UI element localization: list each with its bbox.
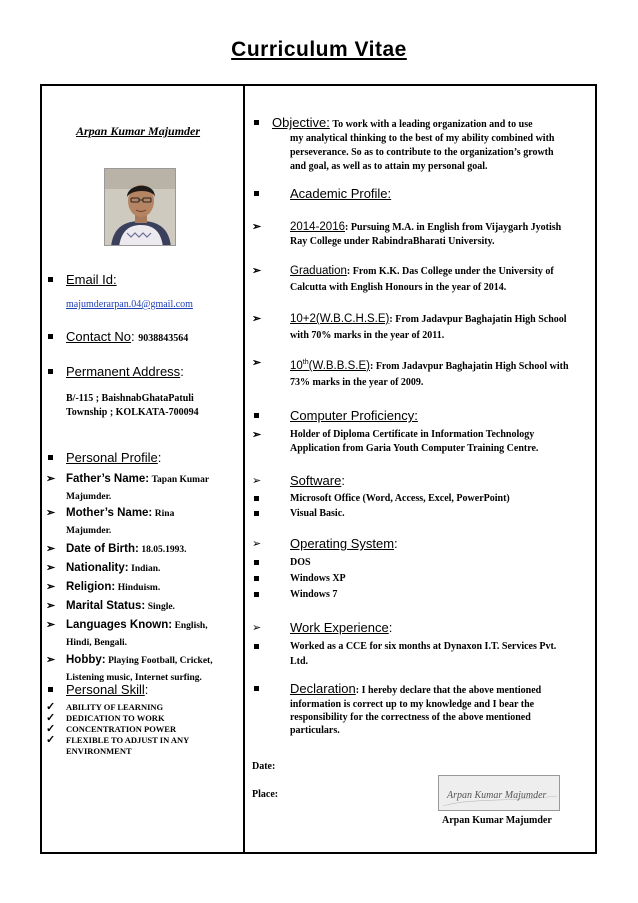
declaration-line-2: information is correct up to my knowledge and I bear the	[290, 699, 535, 710]
address-block	[46, 364, 238, 420]
objective-line-2: my analytical thinking to the best of my ability combined with	[290, 133, 555, 144]
os-block	[252, 536, 592, 602]
page-title: Curriculum Vitae	[231, 38, 407, 61]
signature-box	[438, 775, 560, 811]
personal-profile-block	[46, 450, 238, 685]
academic-grad: ➢ Graduation: From K.K. Das College under the University of Calcutta with English Honours in the year of 2014.	[252, 264, 592, 295]
profile-photo	[104, 168, 176, 246]
contact-block	[46, 329, 238, 346]
declaration-block: Declaration: I hereby declare that the above mentioned information is correct up to my knowledge and I bear the responsibility for the correctness of the above mentioned particulars.	[252, 682, 592, 737]
fathers-name-cont: Majumder.	[66, 492, 112, 502]
date-label: Date:	[252, 761, 276, 772]
work-line-2: Ltd.	[290, 656, 309, 667]
place-label: Place:	[252, 789, 279, 800]
skill-item: ✓ FLEXIBLE TO ADJUST IN ANY	[46, 735, 238, 746]
personal-skill-heading: Personal Skill:	[46, 682, 238, 698]
software-item: Visual Basic.	[252, 507, 592, 521]
computer-heading: Computer Proficiency:	[252, 408, 592, 424]
signature-name: Arpan Kumar Majumder	[442, 815, 552, 826]
os-heading: ➢ Operating System:	[252, 536, 592, 552]
address-line-1: B/-115 ; BaishnabGhataPatuli	[66, 393, 194, 404]
academic-heading: Academic Profile:	[252, 186, 592, 202]
declaration-line-3: responsibility for the correctness of the above mentioned	[290, 712, 531, 723]
languages-item: ➢ Languages Known: English,	[46, 618, 238, 633]
personal-profile-heading: Personal Profile:	[46, 450, 238, 466]
languages-cont: Hindi, Bengali.	[66, 638, 127, 648]
academic-ma: ➢ 2014-2016: Pursuing M.A. in English from Vijaygarh Jyotish Ray College under RabindraBharati University.	[252, 220, 592, 249]
mothers-name-cont: Majumder.	[66, 526, 112, 536]
address-heading: Permanent Address:	[46, 364, 238, 380]
skill-item: ✓ DEDICATION TO WORK	[46, 713, 238, 724]
objective-line-4: and goal, as well as to attain my personal goal.	[290, 161, 488, 172]
objective-heading: Objective:	[272, 115, 330, 130]
academic-hs: ➢ 10+2(W.B.C.H.S.E): From Jadavpur Baghajatin High School with 70% marks in the year of 2011.	[252, 312, 592, 343]
computer-block	[252, 408, 592, 456]
academic-heading-block	[252, 186, 592, 202]
software-block	[252, 473, 592, 521]
skill-item: ✓ CONCENTRATION POWER	[46, 724, 238, 735]
skill-item-cont: ENVIRONMENT	[66, 746, 132, 756]
objective-line-3: perseverance. So as to contribute to the organization’s growth	[290, 147, 554, 158]
work-line-1: Worked as a CCE for six months at Dynaxon I.T. Services Pvt.	[252, 640, 592, 654]
computer-line-2: Application from Garia Youth Computer Training Centre.	[290, 443, 539, 454]
personal-skill-block	[46, 682, 238, 757]
dob-item: ➢ Date of Birth: 18.05.1993.	[46, 542, 238, 557]
computer-line-1: ➢ Holder of Diploma Certificate in Information Technology	[252, 428, 592, 442]
os-item: DOS	[252, 556, 592, 570]
skill-item: ✓ ABILITY OF LEARNING	[46, 702, 238, 713]
hobby-cont: Listening music, Internet surfing.	[66, 673, 202, 683]
work-heading: ➢ Work Experience:	[252, 620, 592, 636]
academic-ma-cont: Ray College under RabindraBharati University.	[290, 236, 495, 247]
work-block	[252, 620, 592, 669]
mothers-name-item: ➢ Mother’s Name: Rina	[46, 506, 238, 521]
hobby-item: ➢ Hobby: Playing Football, Cricket,	[46, 653, 238, 668]
candidate-name: Arpan Kumar Majumder	[76, 124, 201, 138]
religion-item: ➢ Religion: Hinduism.	[46, 580, 238, 595]
objective-block	[252, 116, 592, 174]
software-heading: ➢ Software:	[252, 473, 592, 489]
declaration-line-4: particulars.	[290, 725, 340, 736]
marital-item: ➢ Marital Status: Single.	[46, 599, 238, 614]
email-link[interactable]: majumderarpan.04@gmail.com	[66, 299, 193, 310]
email-heading: Email Id:	[46, 272, 238, 288]
os-item: Windows 7	[252, 588, 592, 602]
declaration-heading: Declaration	[290, 681, 356, 696]
academic-hs-cont: with 70% marks in the year of 2011.	[290, 330, 445, 341]
svg-text:Arpan Kumar Majumder: Arpan Kumar Majumder	[447, 790, 547, 801]
academic-mp: ➢ 10th(W.B.B.S.E): From Jadavpur Baghajatin High School with 73% marks in the year of 2009.	[252, 356, 592, 390]
objective-line-1: To work with a leading organization and to use	[332, 119, 533, 130]
fathers-name-item: ➢ Father’s Name: Tapan Kumar	[46, 472, 238, 487]
column-divider	[243, 84, 245, 854]
contact-value: 9038843564	[138, 333, 189, 344]
os-item: Windows XP	[252, 572, 592, 586]
signature-image	[439, 776, 560, 811]
address-line-2: Township ; KOLKATA-700094	[66, 407, 199, 418]
software-item: Microsoft Office (Word, Access, Excel, PowerPoint)	[252, 492, 592, 506]
contact-heading: Contact No: 9038843564	[46, 329, 238, 346]
academic-grad-cont: Calcutta with English Honours in the year of 2014.	[290, 282, 507, 293]
email-block	[46, 272, 238, 312]
portrait-icon	[105, 169, 176, 246]
nationality-item: ➢ Nationality: Indian.	[46, 561, 238, 576]
academic-mp-cont: 73% marks in the year of 2009.	[290, 376, 424, 388]
